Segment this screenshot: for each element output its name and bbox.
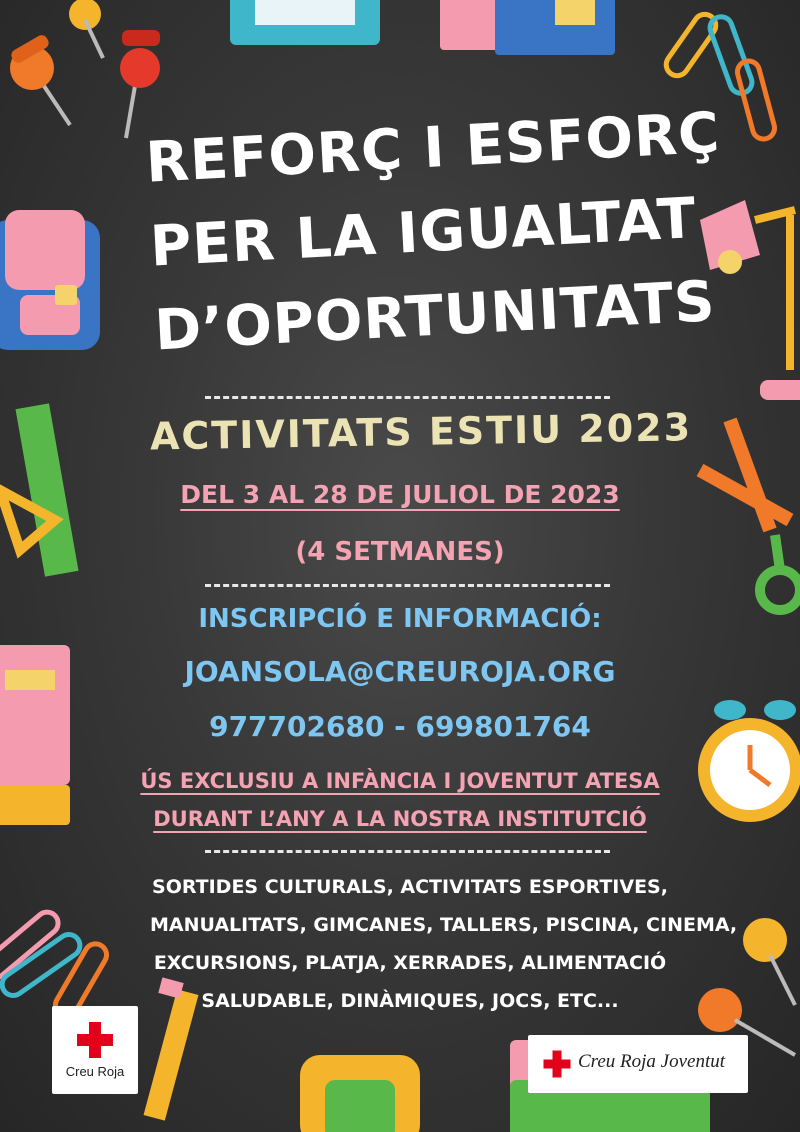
weeks-text: (4 SETMANES) [295,537,505,567]
activitats-heading: ACTIVITATS ESTIU 2023 [149,405,693,459]
contact-heading: INSCRIPCIÓ E INFORMACIÓ: [198,604,602,634]
contact-phones[interactable]: 977702680 - 699801764 [209,710,591,743]
dates-text: DEL 3 AL 28 DE JULIOL DE 2023 [180,480,620,509]
divider [205,584,610,587]
books-top-icon [435,0,625,60]
creu-roja-joventut-label: Creu Roja Joventut [578,1051,726,1072]
creu-roja-joventut-logo [528,1035,748,1093]
activities-line: MANUALITATS, GIMCANES, TALLERS, PISCINA, CINEMA, [150,914,738,936]
title-line: D’OPORTUNITATS [153,269,718,364]
activities-list [150,868,738,1020]
title-line: REFORÇ I ESFORÇ [144,100,722,196]
divider [205,850,610,853]
divider [205,396,610,399]
alarm-clock-icon [690,670,800,840]
exclusive-line: DURANT L’ANY A LA NOSTRA INSTITUTCIÓ [153,807,647,831]
activities-line: SORTIDES CULTURALS, ACTIVITATS ESPORTIVES, [152,876,668,898]
activities-line: EXCURSIONS, PLATJA, XERRADES, ALIMENTACIÓ [153,952,667,974]
contact-email[interactable]: JOANSOLA@CREUROJA.ORG [184,655,616,688]
poster-title [144,95,722,374]
pushpin-yellow-icon [55,0,115,60]
red-cross-icon [542,1049,572,1079]
red-cross-icon [75,1020,115,1060]
backpack-bottom-icon [295,1045,425,1132]
exclusive-line: ÚS EXCLUSIU A INFÀNCIA I JOVENTUT ATESA [140,769,660,793]
creu-roja-label: Creu Roja [65,1064,125,1079]
exclusive-note [130,762,670,838]
ruler-icon [0,400,95,580]
eraser-icon [225,0,395,55]
scissors-icon [680,410,800,620]
backpack-icon [0,200,110,360]
notebooks-left-icon [0,640,80,830]
creu-roja-logo [52,1006,138,1094]
title-line: PER LA IGUALTAT [148,186,699,280]
activities-line: SALUDABLE, DINÀMIQUES, JOCS, ETC... [201,990,619,1012]
